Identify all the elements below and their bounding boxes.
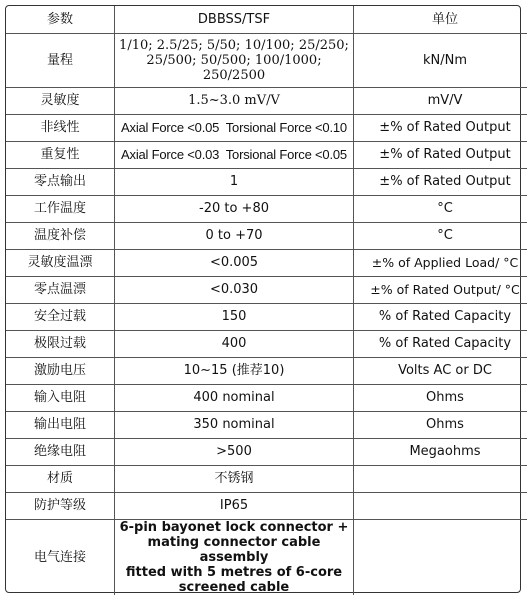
unit-cell: kN/Nm: [354, 33, 527, 87]
param-cell: 电气连接: [6, 519, 115, 595]
value-line: 6-pin bayonet lock connector +: [119, 519, 349, 535]
value-cell: 400: [115, 330, 354, 357]
unit-cell: [354, 492, 527, 519]
param-cell: 零点输出: [6, 168, 115, 195]
table-row: [6, 519, 527, 595]
param-cell: 激励电压: [6, 357, 115, 384]
unit-cell: ±% of Rated Output: [354, 114, 527, 141]
table-row: [6, 195, 527, 222]
value-cell: Axial Force <0.03 Torsional Force <0.05: [115, 141, 354, 168]
param-cell: 灵敏度温漂: [6, 249, 115, 276]
unit-cell: [354, 465, 527, 492]
unit-cell: Volts AC or DC: [354, 357, 527, 384]
table-row: [6, 168, 527, 195]
header-unit: 单位: [354, 6, 527, 33]
param-cell: 重复性: [6, 141, 115, 168]
unit-cell: °C: [354, 222, 527, 249]
value-cell: IP65: [115, 492, 354, 519]
unit-cell: ±% of Rated Output/ °C: [354, 276, 527, 303]
value-cell: 0 to +70: [115, 222, 354, 249]
unit-cell: mV/V: [354, 87, 527, 114]
value-cell: 10~15 (推荐10): [115, 357, 354, 384]
table-row: [6, 249, 527, 276]
spec-table: [6, 6, 527, 595]
value-cell: -20 to +80: [115, 195, 354, 222]
param-cell: 极限过载: [6, 330, 115, 357]
param-cell: 安全过载: [6, 303, 115, 330]
table-row: [6, 141, 527, 168]
header-param: 参数: [6, 6, 115, 33]
value-line: 1/10; 2.5/25; 5/50; 10/100; 25/250;: [119, 37, 349, 53]
spec-table-frame: [5, 5, 521, 593]
param-cell: 灵敏度: [6, 87, 115, 114]
table-row: [6, 492, 527, 519]
unit-cell: ±% of Rated Output: [354, 168, 527, 195]
table-row: [6, 114, 527, 141]
unit-cell: % of Rated Capacity: [354, 330, 527, 357]
table-row: [6, 276, 527, 303]
table-row: [6, 330, 527, 357]
param-cell: 防护等级: [6, 492, 115, 519]
param-cell: 输出电阻: [6, 411, 115, 438]
value-cell: 1: [115, 168, 354, 195]
table-row: [6, 411, 527, 438]
value-cell: [115, 33, 354, 87]
value-cell: 不锈钢: [115, 465, 354, 492]
unit-cell: °C: [354, 195, 527, 222]
table-header-row: [6, 6, 527, 33]
value-cell: [115, 519, 354, 595]
unit-cell: % of Rated Capacity: [354, 303, 527, 330]
value-line: fitted with 5 metres of 6-core: [125, 564, 343, 580]
table-row: [6, 384, 527, 411]
value-cell: <0.030: [115, 276, 354, 303]
header-model: DBBSS/TSF: [115, 6, 354, 33]
value-cell: Axial Force <0.05 Torsional Force <0.10: [115, 114, 354, 141]
param-cell: 绝缘电阻: [6, 438, 115, 465]
table-row: [6, 438, 527, 465]
value-cell: 350 nominal: [115, 411, 354, 438]
value-cell: <0.005: [115, 249, 354, 276]
table-row: [6, 222, 527, 249]
param-cell: 工作温度: [6, 195, 115, 222]
param-cell: 零点温漂: [6, 276, 115, 303]
value-cell: >500: [115, 438, 354, 465]
value-cell: 1.5~3.0 mV/V: [115, 87, 354, 114]
param-cell: 量程: [6, 33, 115, 87]
param-cell: 输入电阻: [6, 384, 115, 411]
unit-cell: [354, 519, 527, 595]
unit-cell: ±% of Rated Output: [354, 141, 527, 168]
table-row: [6, 87, 527, 114]
table-row: [6, 303, 527, 330]
table-row: [6, 357, 527, 384]
value-cell: 150: [115, 303, 354, 330]
table-row: [6, 465, 527, 492]
unit-cell: ±% of Applied Load/ °C: [354, 249, 527, 276]
table-row: [6, 33, 527, 87]
param-cell: 温度补偿: [6, 222, 115, 249]
value-line: screened cable: [178, 579, 290, 595]
value-line: mating connector cable assembly: [147, 534, 321, 565]
value-line: 25/500; 50/500; 100/1000; 250/2500: [146, 52, 322, 83]
unit-cell: Ohms: [354, 411, 527, 438]
unit-cell: Megaohms: [354, 438, 527, 465]
unit-cell: Ohms: [354, 384, 527, 411]
value-cell: 400 nominal: [115, 384, 354, 411]
param-cell: 材质: [6, 465, 115, 492]
param-cell: 非线性: [6, 114, 115, 141]
